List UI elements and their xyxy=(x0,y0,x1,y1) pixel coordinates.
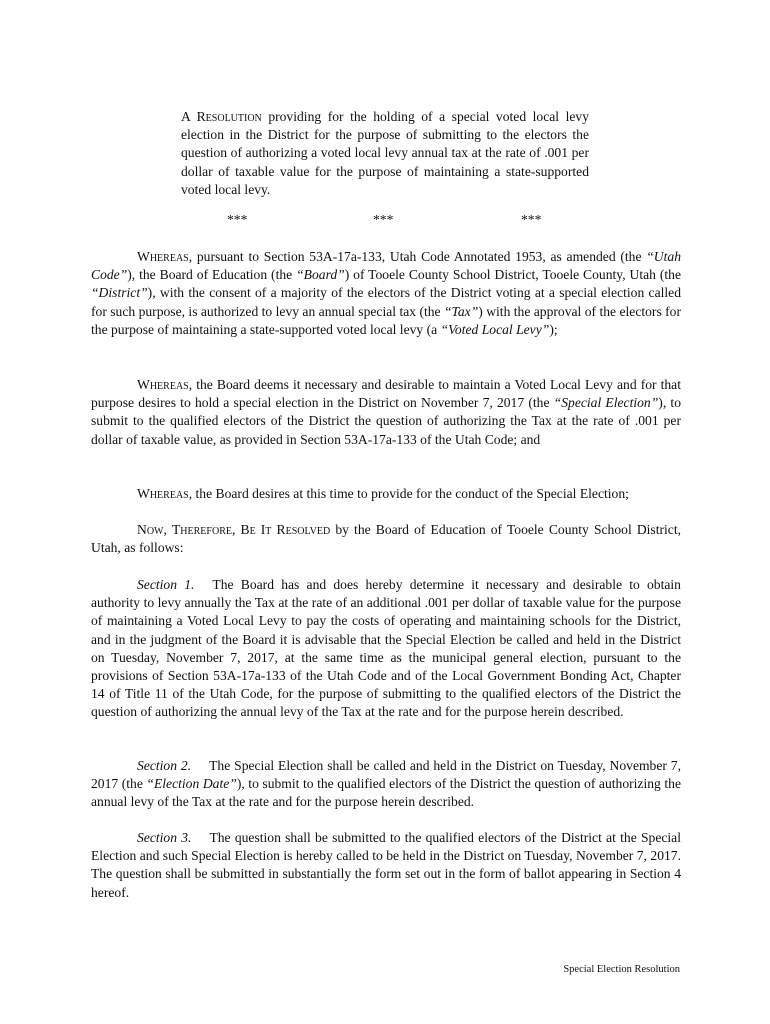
title-text: providing for the holding of a special voted local levy election in the District for the purpose of submitting to the electors the question of authorizing a voted local levy annual tax at the rate of .001 per dollar of taxable value for the purpose of maintaining a state-supported voted local levy. xyxy=(181,109,589,197)
whereas-head: Whereas xyxy=(137,377,189,392)
defined-term: “Utah Code” xyxy=(91,249,681,283)
therefore-word: Therefore xyxy=(172,522,232,537)
section-2 xyxy=(91,757,681,812)
defined-term: “District” xyxy=(91,285,148,301)
whereas-paragraph-1 xyxy=(91,248,681,339)
section-1 xyxy=(91,576,681,722)
text: ), with the consent of a majority of the electors of the District voting at a special election called for such purpose, is authorized to levy an annual special tax (the xyxy=(91,285,681,319)
defined-term: “Tax” xyxy=(444,303,479,319)
whereas-paragraph-2 xyxy=(91,376,681,449)
section-text: The Special Election shall be called and held in the District on Tuesday, November 7, 2017 (the xyxy=(91,758,682,792)
text: ), the Board of Education (the xyxy=(127,267,297,283)
text: , xyxy=(231,522,241,537)
text: ), to submit to the qualified electors of the District the question of authorizing the Tax at the rate of .001 per dollar of taxable value, as provided in Section 53A-17a-133 of the Utah Code; and xyxy=(91,395,681,447)
title-resolution-word: Resolution xyxy=(196,109,262,124)
text: by the Board of Education of Tooele County School District, Utah, as follows: xyxy=(91,522,682,556)
section-label: Section 1. xyxy=(137,577,195,592)
separator-mark: *** xyxy=(521,212,542,227)
page-footer: Special Election Resolution xyxy=(563,964,680,975)
defined-term: “Voted Local Levy” xyxy=(440,321,550,337)
defined-term: “Special Election” xyxy=(553,395,659,411)
section-3 xyxy=(91,829,681,902)
separator-mark: *** xyxy=(373,212,394,227)
section-label: Section 2. xyxy=(137,758,192,773)
text: ) with the approval of the electors for the purpose of maintaining a state-supported voted local levy (a xyxy=(91,303,681,337)
section-label: Section 3. xyxy=(137,830,192,845)
resolution-title xyxy=(181,108,589,199)
whereas-head: Whereas xyxy=(137,249,189,264)
text: , pursuant to Section 53A-17a-133, Utah Code Annotated 1953, as amended (the xyxy=(188,249,647,264)
text: , the Board deems it necessary and desirable to maintain a Voted Local Levy and for that purpose desires to hold a special election in the District on November 7, 2017 (the xyxy=(91,377,681,411)
be-it-resolved-words: Be It Resolved xyxy=(240,522,331,537)
section-text: ), to submit to the qualified electors of the District the question of authorizing the annual levy of the Tax at the rate and for the purpose herein described. xyxy=(91,776,681,810)
separator-mark: *** xyxy=(227,212,248,227)
defined-term: “Board” xyxy=(296,267,345,283)
section-text: The Board has and does hereby determine it necessary and desirable to obtain authority to levy annually the Tax at the rate of an additional .001 per dollar of taxable value for the purpose of maintaining a Voted Local Levy to pay the costs of operating and maintaining schools for the District, and in the judgment of the Board it is advisable that the Special Election be called and held in the District on Tuesday, November 7, 2017, at the same time as the municipal general election, pursuant to the provisions of Section 53A-17a-133 of the Utah Code and of the Local Government Bonding Act, Chapter 14 of Title 11 of the Utah Code, for the purpose of submitting to the qualified electors of the District the question of authorizing the annual levy of the Tax at the rate and for the purpose herein described. xyxy=(91,577,681,720)
now-word: Now xyxy=(137,522,164,537)
whereas-head: Whereas xyxy=(137,486,189,501)
defined-term: “Election Date” xyxy=(146,776,237,792)
text: ); xyxy=(549,321,558,337)
resolved-paragraph xyxy=(91,521,681,557)
text: ) of Tooele County School District, Tooele County, Utah (the xyxy=(344,267,681,283)
text: , the Board desires at this time to provide for the conduct of the Special Election; xyxy=(188,486,629,501)
text: , xyxy=(163,522,172,537)
whereas-paragraph-3 xyxy=(91,485,681,503)
title-lead: A xyxy=(181,109,191,124)
section-text: The question shall be submitted to the qualified electors of the District at the Special Election and such Special Election is hereby called to be held in the District on Tuesday, November 7, 2017. The question shall be submitted in substantially the form set out in the form of ballot appearing in Section 4 hereof. xyxy=(91,830,681,900)
